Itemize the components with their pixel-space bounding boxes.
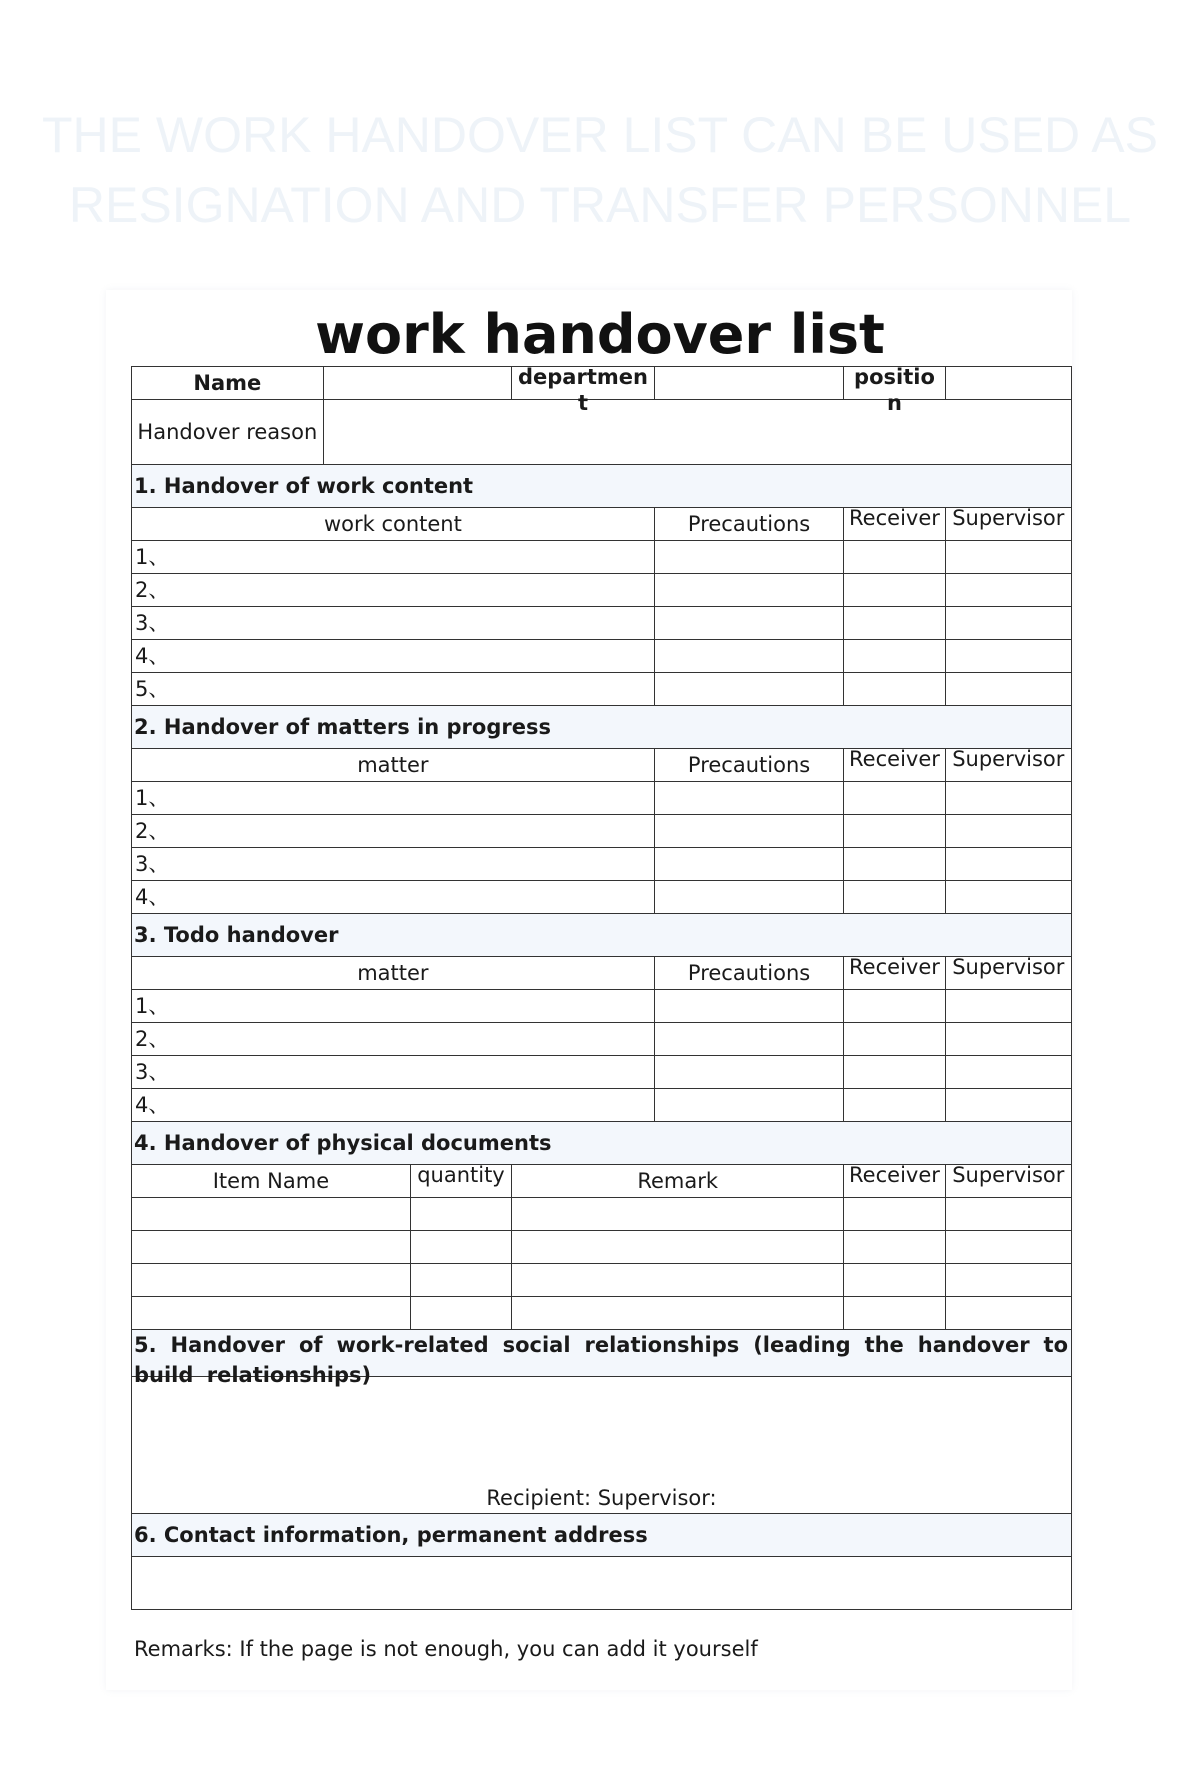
col-supervisor: Supervisor — [945, 508, 1071, 541]
supervisor-cell[interactable] — [945, 1056, 1071, 1089]
supervisor-cell[interactable] — [945, 848, 1071, 881]
receiver-cell[interactable] — [844, 1089, 945, 1122]
item-name-cell[interactable] — [132, 1231, 411, 1264]
receiver-cell[interactable] — [844, 574, 945, 607]
col-matter: matter — [132, 749, 655, 782]
page-title: work handover list — [315, 303, 885, 366]
table-row — [132, 990, 1072, 1023]
section-3-title: 3. Todo handover — [132, 914, 1072, 957]
table-row — [132, 541, 1072, 574]
supervisor-cell[interactable] — [945, 1264, 1071, 1297]
supervisor-cell[interactable] — [945, 815, 1071, 848]
precautions-cell[interactable] — [654, 541, 844, 574]
precautions-cell[interactable] — [654, 673, 844, 706]
header-row — [132, 367, 1072, 400]
department-label: department — [512, 367, 655, 400]
receiver-cell[interactable] — [844, 673, 945, 706]
receiver-cell[interactable] — [844, 815, 945, 848]
section-5-header — [132, 1330, 1072, 1377]
precautions-cell[interactable] — [654, 607, 844, 640]
receiver-cell[interactable] — [844, 782, 945, 815]
supervisor-cell[interactable] — [945, 990, 1071, 1023]
receiver-cell[interactable] — [844, 640, 945, 673]
precautions-cell[interactable] — [654, 990, 844, 1023]
col-receiver: Receiver — [844, 508, 945, 541]
precautions-cell[interactable] — [654, 1023, 844, 1056]
section-2-header — [132, 706, 1072, 749]
table-row — [132, 574, 1072, 607]
col-receiver: Receiver — [844, 749, 945, 782]
row-index[interactable]: 3、 — [132, 1056, 655, 1089]
remark-cell[interactable] — [512, 1264, 844, 1297]
table-row — [132, 1023, 1072, 1056]
quantity-cell[interactable] — [410, 1198, 511, 1231]
section-5-body — [132, 1377, 1072, 1514]
col-remark: Remark — [512, 1165, 844, 1198]
precautions-cell[interactable] — [654, 1056, 844, 1089]
supervisor-cell[interactable] — [945, 881, 1071, 914]
row-index[interactable]: 5、 — [132, 673, 655, 706]
section-2-columns — [132, 749, 1072, 782]
supervisor-cell[interactable] — [945, 1023, 1071, 1056]
precautions-cell[interactable] — [654, 782, 844, 815]
section-3-header — [132, 914, 1072, 957]
section-5-title: 5. Handover of work-related social relationships (leading the handover to build relationships) — [132, 1330, 1072, 1377]
table-row — [132, 1231, 1072, 1264]
receiver-cell[interactable] — [844, 541, 945, 574]
precautions-cell[interactable] — [654, 640, 844, 673]
watermark-line-1: THE WORK HANDOVER LIST CAN BE USED AS — [42, 107, 1158, 163]
section-6-header — [132, 1514, 1072, 1557]
position-field[interactable] — [945, 367, 1071, 400]
reason-label: Handover reason — [132, 400, 324, 465]
row-index[interactable]: 2、 — [132, 574, 655, 607]
remark-cell[interactable] — [512, 1297, 844, 1330]
col-precautions: Precautions — [654, 508, 844, 541]
section-3-columns — [132, 957, 1072, 990]
receiver-cell[interactable] — [844, 1056, 945, 1089]
address-field[interactable] — [132, 1557, 1072, 1610]
supervisor-cell[interactable] — [945, 782, 1071, 815]
quantity-cell[interactable] — [410, 1297, 511, 1330]
row-index[interactable]: 2、 — [132, 815, 655, 848]
item-name-cell[interactable] — [132, 1297, 411, 1330]
table-row — [132, 640, 1072, 673]
col-matter: matter — [132, 957, 655, 990]
receiver-cell[interactable] — [844, 881, 945, 914]
receiver-cell[interactable] — [844, 990, 945, 1023]
supervisor-cell[interactable] — [945, 640, 1071, 673]
table-row — [132, 1198, 1072, 1231]
department-field[interactable] — [654, 367, 844, 400]
supervisor-cell[interactable] — [945, 673, 1071, 706]
reason-field[interactable] — [323, 400, 1071, 465]
table-row — [132, 1089, 1072, 1122]
table-row — [132, 848, 1072, 881]
table-row — [132, 815, 1072, 848]
watermark-line-2: RESIGNATION AND TRANSFER PERSONNEL — [68, 177, 1132, 233]
table-row — [132, 607, 1072, 640]
watermark — [0, 100, 1200, 240]
supervisor-cell[interactable] — [945, 541, 1071, 574]
table-row — [132, 881, 1072, 914]
row-index[interactable]: 4、 — [132, 1089, 655, 1122]
handover-form-table — [131, 366, 1072, 1610]
row-index[interactable]: 4、 — [132, 881, 655, 914]
supervisor-cell[interactable] — [945, 1198, 1071, 1231]
section-6-title: 6. Contact information, permanent address — [132, 1514, 1072, 1557]
signature-line[interactable]: Recipient: Supervisor: — [132, 1377, 1072, 1514]
row-index[interactable]: 4、 — [132, 640, 655, 673]
row-index[interactable]: 1、 — [132, 990, 655, 1023]
remark-cell[interactable] — [512, 1198, 844, 1231]
receiver-cell[interactable] — [844, 1023, 945, 1056]
item-name-cell[interactable] — [132, 1264, 411, 1297]
table-row — [132, 782, 1072, 815]
quantity-cell[interactable] — [410, 1231, 511, 1264]
item-name-cell[interactable] — [132, 1198, 411, 1231]
receiver-cell[interactable] — [844, 848, 945, 881]
quantity-cell[interactable] — [410, 1264, 511, 1297]
section-6-body — [132, 1557, 1072, 1610]
supervisor-cell[interactable] — [945, 607, 1071, 640]
position-label: position — [844, 367, 945, 400]
col-receiver: Receiver — [844, 1165, 945, 1198]
col-receiver: Receiver — [844, 957, 945, 990]
row-index[interactable]: 3、 — [132, 848, 655, 881]
col-quantity: quantity — [410, 1165, 511, 1198]
table-row — [132, 673, 1072, 706]
reason-row — [132, 400, 1072, 465]
table-row — [132, 1056, 1072, 1089]
precautions-cell[interactable] — [654, 848, 844, 881]
precautions-cell[interactable] — [654, 881, 844, 914]
section-1-columns — [132, 508, 1072, 541]
supervisor-cell[interactable] — [945, 1089, 1071, 1122]
row-index[interactable]: 1、 — [132, 541, 655, 574]
receiver-cell[interactable] — [844, 1198, 945, 1231]
section-1-header — [132, 465, 1072, 508]
row-index[interactable]: 2、 — [132, 1023, 655, 1056]
table-row — [132, 1297, 1072, 1330]
receiver-cell[interactable] — [844, 1297, 945, 1330]
col-work-content: work content — [132, 508, 655, 541]
section-1-title: 1. Handover of work content — [132, 465, 1072, 508]
remark-cell[interactable] — [512, 1231, 844, 1264]
name-label: Name — [132, 367, 324, 400]
row-index[interactable]: 1、 — [132, 782, 655, 815]
col-precautions: Precautions — [654, 957, 844, 990]
receiver-cell[interactable] — [844, 1264, 945, 1297]
table-row — [132, 1264, 1072, 1297]
section-4-columns — [132, 1165, 1072, 1198]
section-2-title: 2. Handover of matters in progress — [132, 706, 1072, 749]
col-supervisor: Supervisor — [945, 1165, 1071, 1198]
col-precautions: Precautions — [654, 749, 844, 782]
name-field[interactable] — [323, 367, 511, 400]
supervisor-cell[interactable] — [945, 1297, 1071, 1330]
precautions-cell[interactable] — [654, 815, 844, 848]
precautions-cell[interactable] — [654, 1089, 844, 1122]
receiver-cell[interactable] — [844, 607, 945, 640]
row-index[interactable]: 3、 — [132, 607, 655, 640]
remarks-note: Remarks: If the page is not enough, you can add it yourself — [134, 1637, 758, 1661]
col-item-name: Item Name — [132, 1165, 411, 1198]
precautions-cell[interactable] — [654, 574, 844, 607]
section-4-title: 4. Handover of physical documents — [132, 1122, 1072, 1165]
col-supervisor: Supervisor — [945, 749, 1071, 782]
section-4-header — [132, 1122, 1072, 1165]
supervisor-cell[interactable] — [945, 1231, 1071, 1264]
supervisor-cell[interactable] — [945, 574, 1071, 607]
receiver-cell[interactable] — [844, 1231, 945, 1264]
col-supervisor: Supervisor — [945, 957, 1071, 990]
